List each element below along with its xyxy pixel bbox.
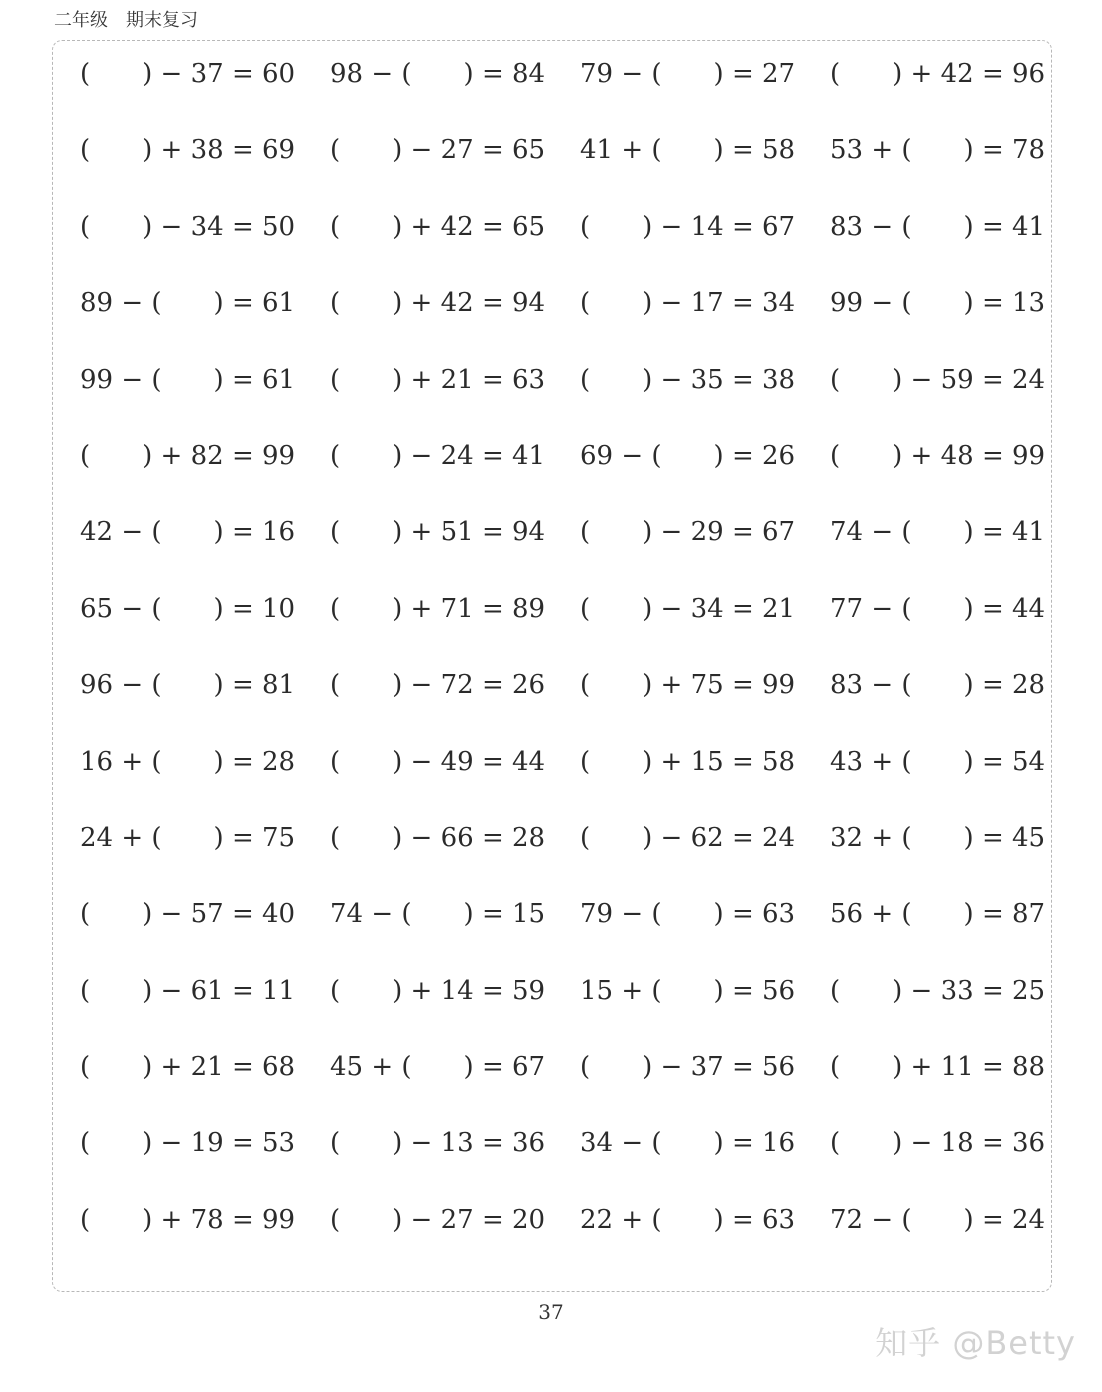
problem-row	[80, 510, 1046, 586]
problem-row	[80, 1198, 1046, 1274]
equation-problem: ( ) − 27 = 20	[330, 1204, 546, 1235]
equation-problem: ( ) − 72 = 26	[330, 670, 546, 701]
equation-problem: ( ) − 62 = 24	[580, 822, 796, 853]
equation-problem: 83 − ( ) = 28	[830, 670, 1046, 701]
problem-row	[80, 205, 1046, 281]
equation-problem: ( ) + 42 = 94	[330, 288, 546, 319]
equation-problem: 43 + ( ) = 54	[830, 746, 1046, 777]
equation-problem: ( ) − 29 = 67	[580, 517, 796, 548]
equation-problem: 69 − ( ) = 26	[580, 440, 796, 471]
problem-row	[80, 128, 1046, 204]
problem-row	[80, 358, 1046, 434]
equation-problem: 41 + ( ) = 58	[580, 135, 796, 166]
equation-problem: 96 − ( ) = 81	[80, 670, 296, 701]
equation-problem: ( ) + 42 = 65	[330, 211, 546, 242]
equation-problem: ( ) − 18 = 36	[830, 1128, 1046, 1159]
problem-row	[80, 587, 1046, 663]
problem-row	[80, 1121, 1046, 1197]
equation-problem: ( ) + 15 = 58	[580, 746, 796, 777]
problem-row	[80, 281, 1046, 357]
problem-row	[80, 969, 1046, 1045]
equation-problem: 99 − ( ) = 13	[830, 288, 1046, 319]
problem-grid	[80, 52, 1046, 1274]
problem-row	[80, 434, 1046, 510]
equation-problem: 89 − ( ) = 61	[80, 288, 296, 319]
equation-problem: 98 − ( ) = 84	[330, 59, 546, 89]
problem-row	[80, 52, 1046, 128]
equation-problem: ( ) − 37 = 56	[580, 1052, 796, 1083]
equation-problem: ( ) − 17 = 34	[580, 288, 796, 319]
equation-problem: ( ) − 33 = 25	[830, 975, 1046, 1006]
equation-problem: 22 + ( ) = 63	[580, 1204, 796, 1235]
equation-problem: ( ) − 35 = 38	[580, 364, 796, 395]
equation-problem: ( ) + 21 = 68	[80, 1052, 296, 1083]
equation-problem: ( ) − 13 = 36	[330, 1128, 546, 1159]
equation-problem: 53 + ( ) = 78	[830, 135, 1046, 166]
equation-problem: 34 − ( ) = 16	[580, 1128, 796, 1159]
equation-problem: 83 − ( ) = 41	[830, 211, 1046, 242]
equation-problem: 24 + ( ) = 75	[80, 822, 296, 853]
equation-problem: ( ) − 14 = 67	[580, 211, 796, 242]
problem-row	[80, 663, 1046, 739]
problem-row	[80, 816, 1046, 892]
equation-problem: 79 − ( ) = 27	[580, 59, 796, 89]
equation-problem: ( ) − 34 = 50	[80, 211, 296, 242]
equation-problem: ( ) − 24 = 41	[330, 440, 546, 471]
equation-problem: 65 − ( ) = 10	[80, 593, 296, 624]
equation-problem: ( ) − 34 = 21	[580, 593, 796, 624]
equation-problem: ( ) − 49 = 44	[330, 746, 546, 777]
problem-row	[80, 740, 1046, 816]
equation-problem: ( ) − 19 = 53	[80, 1128, 296, 1159]
equation-problem: ( ) + 51 = 94	[330, 517, 546, 548]
equation-problem: ( ) + 21 = 63	[330, 364, 546, 395]
equation-problem: ( ) + 14 = 59	[330, 975, 546, 1006]
equation-problem: ( ) + 48 = 99	[830, 440, 1046, 471]
equation-problem: 74 − ( ) = 41	[830, 517, 1046, 548]
equation-problem: ( ) − 61 = 11	[80, 975, 296, 1006]
worksheet-header: 二年级 期末复习	[54, 10, 198, 31]
equation-problem: 72 − ( ) = 24	[830, 1204, 1046, 1235]
equation-problem: 32 + ( ) = 45	[830, 822, 1046, 853]
equation-problem: ( ) − 66 = 28	[330, 822, 546, 853]
equation-problem: ( ) + 82 = 99	[80, 440, 296, 471]
equation-problem: ( ) + 71 = 89	[330, 593, 546, 624]
equation-problem: ( ) − 57 = 40	[80, 899, 296, 930]
equation-problem: ( ) − 59 = 24	[830, 364, 1046, 395]
equation-problem: 79 − ( ) = 63	[580, 899, 796, 930]
equation-problem: 16 + ( ) = 28	[80, 746, 296, 777]
equation-problem: ( ) + 11 = 88	[830, 1052, 1046, 1083]
equation-problem: 77 − ( ) = 44	[830, 593, 1046, 624]
watermark: 知乎 @Betty	[875, 1324, 1076, 1362]
equation-problem: 42 − ( ) = 16	[80, 517, 296, 548]
equation-problem: ( ) − 37 = 60	[80, 59, 296, 89]
equation-problem: 45 + ( ) = 67	[330, 1052, 546, 1083]
problem-row	[80, 892, 1046, 968]
equation-problem: 99 − ( ) = 61	[80, 364, 296, 395]
equation-problem: 15 + ( ) = 56	[580, 975, 796, 1006]
equation-problem: 74 − ( ) = 15	[330, 899, 546, 930]
problem-row	[80, 1045, 1046, 1121]
equation-problem: ( ) + 75 = 99	[580, 670, 796, 701]
page-number: 37	[538, 1300, 564, 1324]
equation-problem: 56 + ( ) = 87	[830, 899, 1046, 930]
equation-problem: ( ) + 78 = 99	[80, 1204, 296, 1235]
equation-problem: ( ) − 27 = 65	[330, 135, 546, 166]
equation-problem: ( ) + 42 = 96	[830, 59, 1046, 89]
equation-problem: ( ) + 38 = 69	[80, 135, 296, 166]
